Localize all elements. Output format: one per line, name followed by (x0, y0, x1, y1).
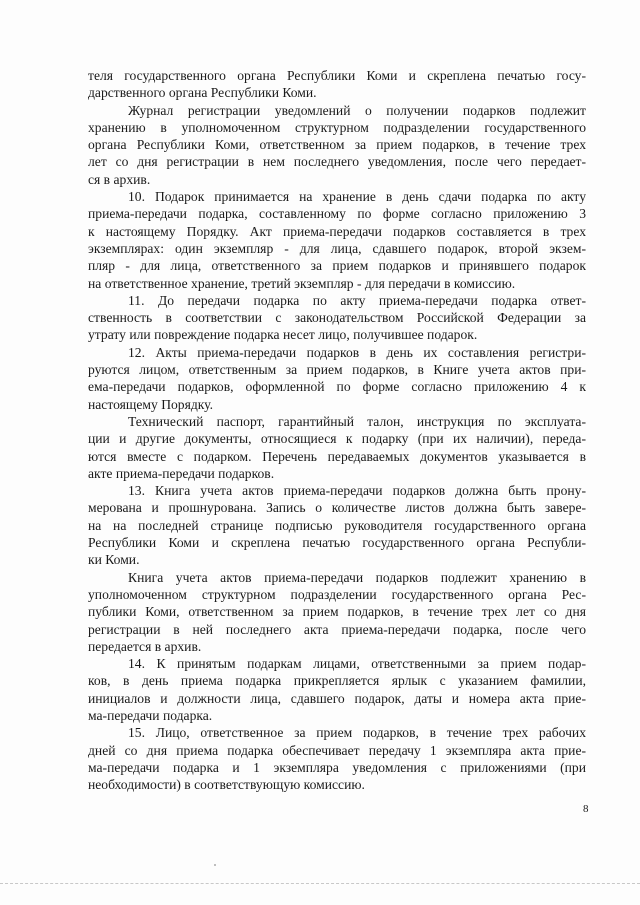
text-line: экземплярах: один экземпляр - для лица, сдавшего подарок, второй экзем- (88, 240, 586, 256)
text-line: хранению в уполномоченном структурном подразделении государственного (88, 119, 586, 135)
text-line: 13. Книга учета актов приема-передачи подарков должна быть прону- (128, 483, 586, 499)
scan-artifact-line (0, 883, 640, 884)
text-line: регистрации в ней последнего акта приема-передачи подарка, после чего (88, 621, 586, 637)
text-line: ются вместе с подарком. Перечень передаваемых документов указывается в (88, 448, 586, 464)
text-line: лет со дня регистрации в нем последнего уведомления, после чего передает- (88, 154, 586, 170)
text-line: утрату или повреждение подарка несет лицо, получившее подарок. (88, 327, 478, 343)
text-line: ема-передачи подарков, оформленной по форме согласно приложению 4 к (88, 379, 586, 395)
text-line: необходимости) в соответствующую комиссию. (88, 777, 365, 793)
text-line: ма-передачи подарка и 1 экземпляра уведомления с приложениями (при (88, 759, 586, 775)
text-line: Технический паспорт, гарантийный талон, инструкция по эксплуата- (128, 413, 586, 429)
text-line: передается в архив. (88, 638, 202, 654)
text-line: приема-передачи подарка, составленному по форме согласно приложению 3 (88, 206, 586, 222)
text-line: Журнал регистрации уведомлений о получении подарков подлежит (128, 102, 586, 118)
text-line: 12. Акты приема-передачи подарков в день их составления регистри- (128, 344, 586, 360)
text-line: 15. Лицо, ответственное за прием подарков, в течение трех рабочих (128, 725, 586, 741)
text-line: уполномоченном структурном подразделении государственного органа Рес- (88, 586, 586, 602)
text-line: руются лицом, ответственным за прием подарков, в Книге учета актов при- (88, 362, 586, 378)
text-line: дарственного органа Республики Коми. (88, 85, 317, 101)
text-line: теля государственного органа Республики Коми и скреплена печатью госу- (88, 68, 586, 83)
text-line: ки Коми. (88, 552, 140, 568)
text-line: ся в архив. (88, 171, 151, 187)
text-line: настоящему Порядку. (88, 396, 214, 412)
text-line: инициалов и должности лица, сдавшего подарок, даты и номера акта прие- (88, 690, 586, 706)
text-line: ции и другие документы, относящиеся к подарку (при их наличии), переда- (88, 431, 586, 447)
text-line: акте приема-передачи подарков. (88, 465, 275, 481)
text-line: ков, в день приема подарка прикрепляется ярлык с указанием фамилии, (88, 673, 586, 689)
text-line: к настоящему Порядку. Акт приема-передачи подарков составляется в трех (88, 223, 586, 239)
text-line: на на последней странице подписью руководителя государственного органа (88, 517, 586, 533)
document-body (88, 67, 586, 793)
text-line: ственность в соответствии с законодательством Российской Федерации за (88, 310, 586, 326)
scan-artifact-dot (214, 864, 216, 866)
page-number: 8 (583, 803, 589, 815)
text-line: Книга учета актов приема-передачи подарков подлежит хранению в (128, 569, 586, 585)
text-line: пляр - для лица, ответственного за прием подарков и принявшего подарок (88, 258, 586, 274)
text-line: на ответственное хранение, третий экземпляр - для передачи в комиссию. (88, 275, 516, 291)
text-line: 11. До передачи подарка по акту приема-передачи подарка ответ- (128, 292, 586, 308)
text-line: Республики Коми и скреплена печатью государственного органа Республи- (88, 535, 586, 551)
text-line: органа Республики Коми, ответственном за прием подарков, в течение трех (88, 137, 586, 153)
text-line: публики Коми, ответственном за прием подарков, в течение трех лет со дня (88, 604, 586, 620)
text-line: мерована и прошнурована. Запись о количестве листов должна быть завере- (88, 500, 586, 516)
text-line: дней со дня приема подарка обеспечивает передачу 1 экземпляра акта прие- (88, 742, 586, 758)
text-line: ма-передачи подарка. (88, 707, 213, 723)
text-line: 10. Подарок принимается на хранение в день сдачи подарка по акту (128, 189, 586, 205)
text-line: 14. К принятым подаркам лицами, ответственными за прием подар- (128, 656, 586, 672)
